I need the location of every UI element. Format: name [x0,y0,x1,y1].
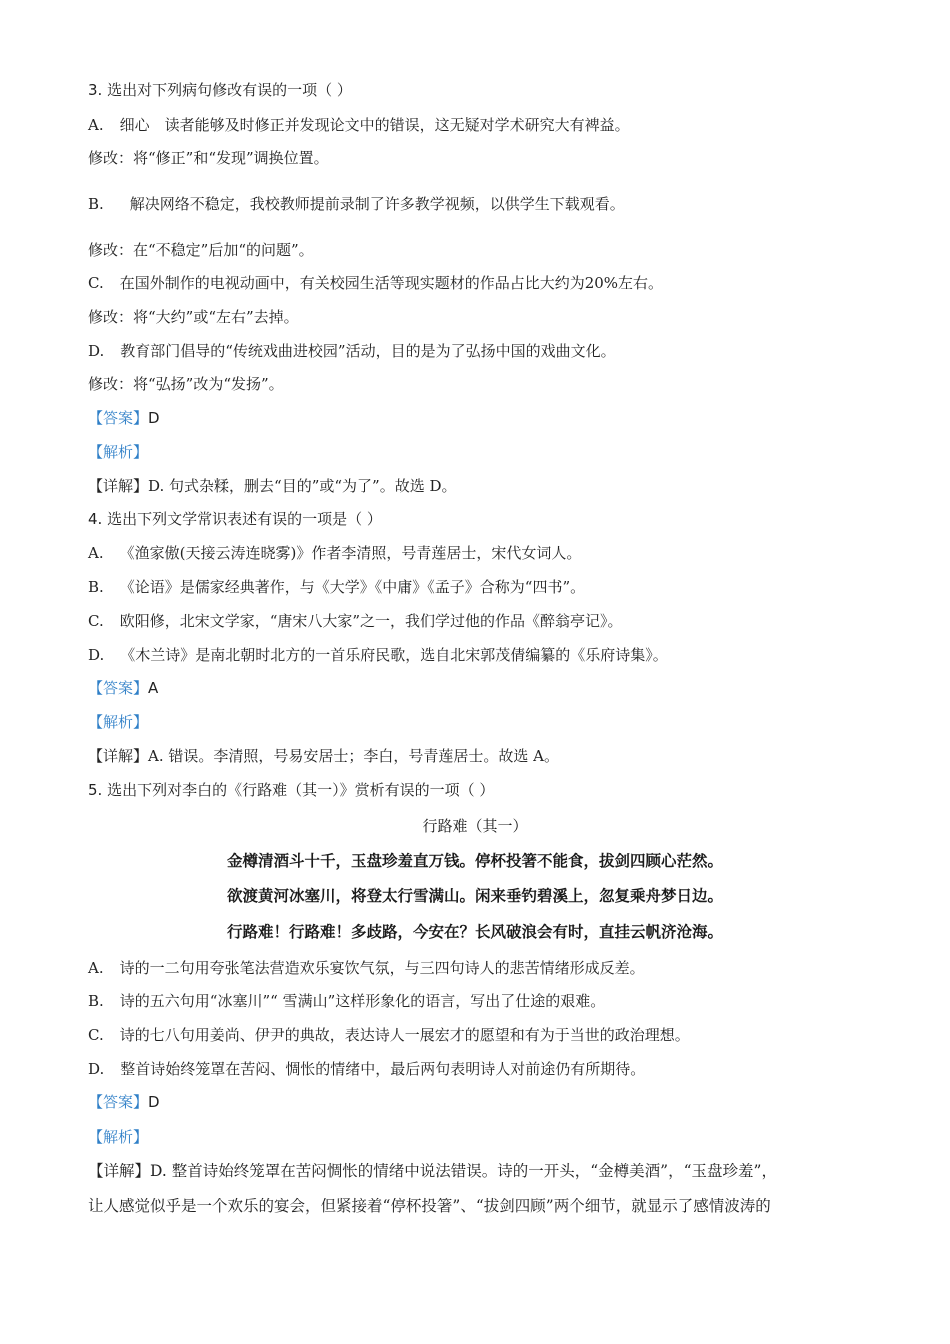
q3-option-b [88,194,625,214]
answer-tag: 【答案】 [88,409,149,427]
detail-tag: 【详解】 [88,1162,151,1180]
option-text: 《渔家傲(天接云涛连晓雾)》作者李清照，号青莲居士，宋代女词人。 [119,544,582,562]
q4-stem-text: 选出下列文学常识表述有误的一项是（ ） [107,510,382,528]
q5-analysis [88,1127,148,1147]
q5-option-c [88,1025,690,1045]
q4-option-d [88,645,668,665]
q4-detail [88,746,559,766]
q5-stem [88,780,494,800]
q5-option-d [88,1059,645,1079]
option-text: 欧阳修，北宋文学家，“唐宋八大家”之一，我们学过他的作品《醉翁亭记》。 [119,612,623,630]
option-letter: A. [88,116,104,134]
poem-line-2: 欲渡黄河冰塞川，将登太行雪满山。闲来垂钓碧溪上，忽复乘舟梦日边。 [226,887,723,905]
q5-option-b [88,991,605,1011]
option-letter: D. [88,342,105,360]
q3-answer [88,408,160,428]
option-letter: C. [88,274,104,292]
option-text: 《木兰诗》是南北朝时北方的一首乐府民歌，选自北宋郭茂倩编纂的《乐府诗集》。 [120,646,668,664]
option-text: 解决网络不稳定，我校教师提前录制了许多教学视频，以供学生下载观看。 [129,195,625,213]
answer-value: D [148,1093,160,1111]
q4-option-a [88,543,581,563]
q5-option-a [88,958,645,978]
option-text: 《论语》是儒家经典著作，与《大学》《中庸》《孟子》合称为“四书”。 [119,578,586,596]
q3-option-c [88,273,663,293]
q3-number: 3. [88,81,103,99]
detail-text: D. 句式杂糅，删去“目的”或“为了”。故选 D。 [148,477,457,495]
q5-detail-line-1 [88,1161,777,1181]
option-letter: B. [88,992,104,1010]
q4-option-b [88,577,585,597]
poem-title: 行路难（其一） [422,817,528,835]
q3-stem [88,80,352,100]
option-letter: D. [88,646,105,664]
option-text: 诗的一二句用夸张笔法营造欢乐宴饮气氛，与三四句诗人的悲苦情绪形成反差。 [119,959,645,977]
detail-tag: 【详解】 [88,477,149,495]
q3-option-d [88,341,616,361]
detail-text: A. 错误。李清照，号易安居士；李白，号青莲居士。故选 A。 [148,747,559,765]
option-text: 整首诗始终笼罩在苦闷、惆怅的情绪中，最后两句表明诗人对前途仍有所期待。 [120,1060,646,1078]
answer-value: D [148,409,160,427]
option-text: 诗的七八句用姜尚、伊尹的典故，表达诗人一展宏才的愿望和有为于当世的政治理想。 [119,1026,690,1044]
option-letter: B. [88,578,104,596]
q4-stem [88,509,382,529]
option-text: 细心 读者能够及时修正并发现论文中的错误，这无疑对学术研究大有裨益。 [119,116,630,134]
q3-option-c-fix: 修改：将“大约”或“左右”去掉。 [88,308,299,326]
answer-tag: 【答案】 [88,679,149,697]
option-text: 在国外制作的电视动画中，有关校园生活等现实题材的作品占比大约为20%左右。 [119,274,664,292]
q3-option-a-fix: 修改：将“修正”和“发现”调换位置。 [88,149,329,167]
analysis-tag: 【解析】 [88,443,149,461]
q3-detail [88,476,457,496]
option-letter: D. [88,1060,105,1078]
option-text: 教育部门倡导的“传统戏曲进校园”活动，目的是为了弘扬中国的戏曲文化。 [120,342,616,360]
poem-line-3: 行路难！行路难！多歧路，今安在？长风破浪会有时，直挂云帆济沧海。 [226,923,723,941]
q4-option-c [88,611,623,631]
q3-analysis [88,442,148,462]
q3-option-d-fix: 修改：将“弘扬”改为“发扬”。 [88,375,284,393]
q5-detail-line-2: 让人感觉似乎是一个欢乐的宴会，但紧接着“停杯投箸”、“拔剑四顾”两个细节，就显示了感情波涛的 [88,1197,771,1215]
q5-answer [88,1092,160,1112]
answer-tag: 【答案】 [88,1093,149,1111]
q3-stem-text: 选出对下列病句修改有误的一项（ ） [107,81,352,99]
option-letter: C. [88,612,104,630]
detail-tag: 【详解】 [88,747,149,765]
answer-value: A [148,679,159,697]
poem-line-1: 金樽清酒斗十千，玉盘珍羞直万钱。停杯投箸不能食，拔剑四顾心茫然。 [226,852,723,870]
q4-analysis [88,712,148,732]
analysis-tag: 【解析】 [88,1128,149,1146]
q5-stem-text: 选出下列对李白的《行路难（其一）》赏析有误的一项（ ） [107,781,495,799]
option-letter: B. [88,195,104,213]
q4-number: 4. [88,510,103,528]
detail-text: D. 整首诗始终笼罩在苦闷惆怅的情绪中说法错误。诗的一开头，“金樽美酒”，“玉盘珍羞”， [150,1162,777,1180]
option-letter: A. [88,959,104,977]
option-letter: C. [88,1026,104,1044]
q3-option-a [88,115,630,135]
q5-number: 5. [88,781,103,799]
q3-option-b-fix: 修改：在“不稳定”后加“的问题”。 [88,241,314,259]
analysis-tag: 【解析】 [88,713,149,731]
option-letter: A. [88,544,104,562]
q4-answer [88,678,158,698]
option-text: 诗的五六句用“冰塞川”“ 雪满山”这样形象化的语言，写出了仕途的艰难。 [119,992,606,1010]
